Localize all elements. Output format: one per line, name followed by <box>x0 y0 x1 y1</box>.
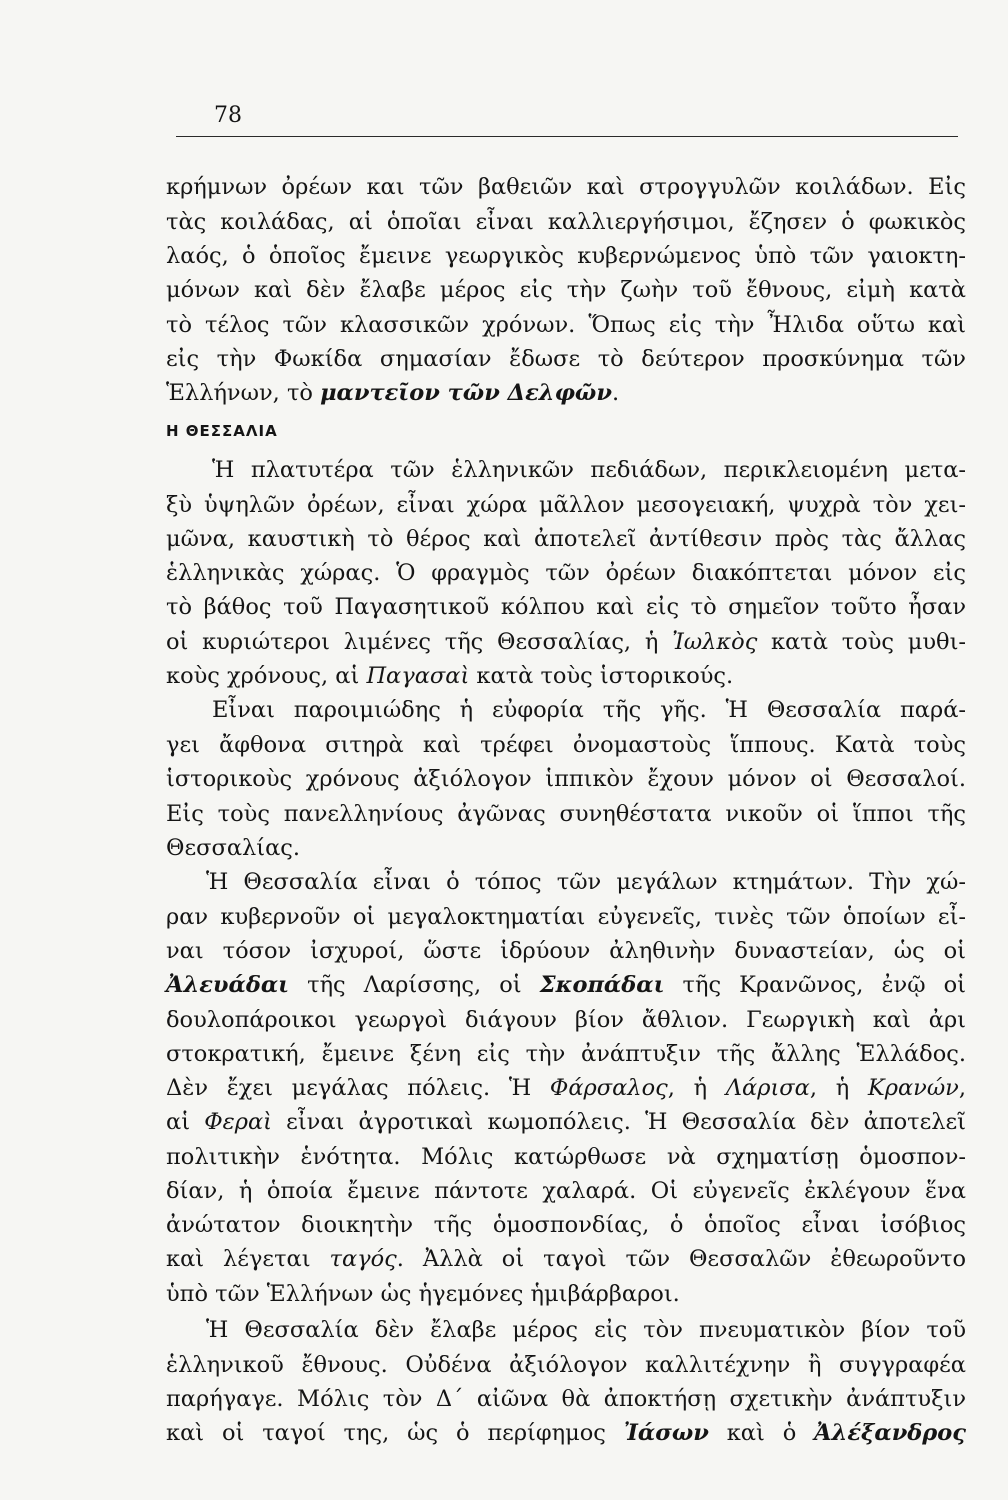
text-line <box>166 273 966 307</box>
text-line <box>206 865 966 899</box>
text-line <box>166 934 966 968</box>
text-run: ὑπὸ τῶν Ἑλλήνων ὡς ἡγεμόνες ἡμιβάρβαροι. <box>166 1281 680 1307</box>
emphasized-term: Σκοπάδαι <box>539 972 665 998</box>
emphasized-term: Ἀλευάδαι <box>166 972 290 998</box>
text-line <box>212 693 966 727</box>
text-line <box>166 590 966 624</box>
text-line <box>166 488 966 522</box>
text-line <box>166 659 966 693</box>
text-run: Ἡ Θεσσαλία δὲν ἔλαβε μέρος εἰς τὸν πνευματικὸν βίον τοῦ <box>206 1317 966 1343</box>
text-line <box>166 1382 966 1416</box>
text-run: ἱστορικοὺς χρόνους ἀξιόλογον ἱππικὸν ἔχουν μόνον οἱ Θεσσαλοί. <box>166 766 966 792</box>
text-run: τῆς Κρανῶνος, ἐνῷ οἱ <box>664 972 966 998</box>
page-number: 78 <box>214 103 242 128</box>
text-line <box>166 1416 966 1450</box>
text-run: Θεσσαλίας. <box>166 835 301 861</box>
emphasized-term: Κρανών <box>867 1075 959 1101</box>
text-line <box>166 728 966 762</box>
section-title: Η ΘΕΣΣΑΛΙΑ <box>166 422 278 440</box>
text-run: κατὰ τοὺς ἱστορικούς. <box>469 663 734 689</box>
emphasized-term: Λάρισα <box>725 1075 810 1101</box>
text-line <box>166 556 966 590</box>
text-run: δουλοπάροικοι γεωργοὶ διάγουν βίον ἄθλιον. Γεωργικὴ καὶ ἀρι <box>166 1007 966 1033</box>
text-line <box>166 170 966 204</box>
emphasized-term: Φάρσαλος <box>549 1075 668 1101</box>
text-line <box>166 625 966 659</box>
text-run: ναι τόσον ἰσχυροί, ὥστε ἱδρύουν ἀληθινὴν δυναστείαν, ὡς οἱ <box>166 938 966 964</box>
text-run: αἱ <box>166 1109 205 1135</box>
text-run: . <box>611 380 620 406</box>
text-run: καὶ οἱ ταγοί της, ὡς ὁ περίφημος <box>166 1420 624 1446</box>
text-run: δίαν, ἡ ὁποία ἔμεινε πάντοτε χαλαρά. Οἱ εὐγενεῖς ἐκλέγουν ἕνα <box>166 1178 966 1204</box>
text-line <box>166 900 966 934</box>
text-line <box>166 342 966 376</box>
text-line <box>166 797 966 831</box>
text-run: , ἡ <box>667 1075 726 1101</box>
text-run: μῶνα, καυστικὴ τὸ θέρος καὶ ἀποτελεῖ ἀντίθεσιν πρὸς τὰς ἄλλας <box>166 526 966 552</box>
text-run: τὸ τέλος τῶν κλασσικῶν χρόνων. Ὅπως εἰς τὴν Ἦλιδα οὕτω καὶ <box>166 312 966 338</box>
text-run: ἑλληνικὰς χώρας. Ὁ φραγμὸς τῶν ὀρέων διακόπτεται μόνον εἰς <box>166 560 966 586</box>
text-line <box>166 1037 966 1071</box>
text-run: στοκρατική, ἔμεινε ξένη εἰς τὴν ἀνάπτυξιν τῆς ἄλλης Ἑλλάδος. <box>166 1041 966 1067</box>
text-line <box>166 1105 966 1139</box>
text-run: Εἶναι παροιμιώδης ἡ εὐφορία τῆς γῆς. Ἡ Θεσσαλία παρά- <box>212 697 966 723</box>
text-line <box>166 968 966 1002</box>
text-run: τὸ βάθος τοῦ Παγασητικοῦ κόλπου καὶ εἰς τὸ σημεῖον τοῦτο ἦσαν <box>166 594 966 620</box>
text-line <box>166 1174 966 1208</box>
text-run: κοὺς χρόνους, αἱ <box>166 663 367 689</box>
text-run: τῆς Λαρίσσης, οἱ <box>289 972 540 998</box>
text-run: Ἡ πλατυτέρα τῶν ἑλληνικῶν πεδιάδων, περικλειομένη μετα- <box>212 457 966 483</box>
text-run: καὶ λέγεται <box>166 1246 330 1272</box>
text-line <box>166 831 966 865</box>
emphasized-term: Ἰωλκὸς <box>672 629 758 655</box>
text-run: λαός, ὁ ὁποῖος ἔμεινε γεωργικὸς κυβερνώμενος ὑπὸ τῶν γαιοκτη- <box>166 243 966 269</box>
text-run: Εἰς τοὺς πανελληνίους ἀγῶνας συνηθέστατα νικοῦν οἱ ἵπποι τῆς <box>166 801 966 827</box>
text-line <box>206 1313 966 1347</box>
text-line <box>166 376 966 410</box>
emphasized-term: Ἰάσων <box>623 1420 709 1446</box>
text-line <box>166 205 966 239</box>
text-run: πολιτικὴν ἑνότητα. Μόλις κατώρθωσε νὰ σχηματίσῃ ὁμοσπον- <box>166 1144 966 1170</box>
text-line <box>166 1242 966 1276</box>
text-line <box>166 1140 966 1174</box>
emphasized-term: Φεραὶ <box>204 1109 272 1135</box>
text-line <box>166 239 966 273</box>
text-line <box>166 1277 966 1311</box>
text-run: τὰς κοιλάδας, αἱ ὁποῖαι εἶναι καλλιεργήσιμοι, ἔζησεν ὁ φωκικὸς <box>166 209 966 235</box>
text-run: ἀνώτατον διοικητὴν τῆς ὁμοσπονδίας, ὁ ὁποῖος εἶναι ἰσόβιος <box>166 1212 966 1238</box>
text-run: κατὰ τοὺς μυθι- <box>757 629 966 655</box>
text-run: Ἡ Θεσσαλία εἶναι ὁ τόπος τῶν μεγάλων κτημάτων. Τὴν χώ- <box>206 869 966 895</box>
text-line <box>166 762 966 796</box>
text-run: ἑλληνικοῦ ἔθνους. Οὐδένα ἀξιόλογον καλλιτέχνην ἢ συγγραφέα <box>166 1352 966 1378</box>
text-line <box>212 453 966 487</box>
text-run: καὶ ὁ <box>708 1420 815 1446</box>
text-run: οἱ κυριώτεροι λιμένες τῆς Θεσσαλίας, ἡ <box>166 629 673 655</box>
text-run: εἰς τὴν Φωκίδα σημασίαν ἔδωσε τὸ δεύτερον προσκύνημα τῶν <box>166 346 966 372</box>
text-line <box>166 1071 966 1105</box>
text-line <box>166 1348 966 1382</box>
page-header <box>176 100 958 137</box>
text-run: εἶναι ἀγροτικαὶ κωμοπόλεις. Ἡ Θεσσαλία δὲν ἀποτελεῖ <box>271 1109 966 1135</box>
text-run: ξὺ ὑψηλῶν ὀρέων, εἶναι χώρα μᾶλλον μεσογειακή, ψυχρὰ τὸν χει- <box>166 492 966 518</box>
emphasized-term: Παγασαὶ <box>366 663 470 689</box>
text-run: παρήγαγε. Μόλις τὸν Δ´ αἰῶνα θὰ ἀποκτήσῃ σχετικὴν ἀνάπτυξιν <box>166 1386 966 1412</box>
text-run: ραν κυβερνοῦν οἱ μεγαλοκτηματίαι εὐγενεῖς, τινὲς τῶν ὁποίων εἶ- <box>166 904 966 930</box>
text-line <box>166 522 966 556</box>
text-run: , ἡ <box>809 1075 868 1101</box>
text-run: Ἑλλήνων, τὸ <box>166 380 321 406</box>
text-run: κρήμνων ὀρέων και τῶν βαθειῶν καὶ στρογγυλῶν κοιλάδων. Εἰς <box>166 174 966 200</box>
emphasized-term: μαντεῖον τῶν Δελφῶν <box>320 380 612 406</box>
text-run: Δὲν ἔχει μεγάλας πόλεις. Ἡ <box>166 1075 550 1101</box>
text-line <box>166 1003 966 1037</box>
text-line <box>166 308 966 342</box>
text-run: μόνων καὶ δὲν ἔλαβε μέρος εἰς τὴν ζωὴν τοῦ ἔθνους, εἰμὴ κατὰ <box>166 277 966 303</box>
text-run: , <box>958 1075 966 1101</box>
text-run: . Ἀλλὰ οἱ ταγοὶ τῶν Θεσσαλῶν ἐθεωροῦντο <box>396 1246 966 1272</box>
text-line <box>166 1208 966 1242</box>
emphasized-term: ταγός <box>329 1246 397 1272</box>
text-run: γει ἄφθονα σιτηρὰ καὶ τρέφει ὀνομαστοὺς ἵππους. Κατὰ τοὺς <box>166 732 966 758</box>
emphasized-term: Ἀλέξανδρος <box>814 1420 966 1446</box>
